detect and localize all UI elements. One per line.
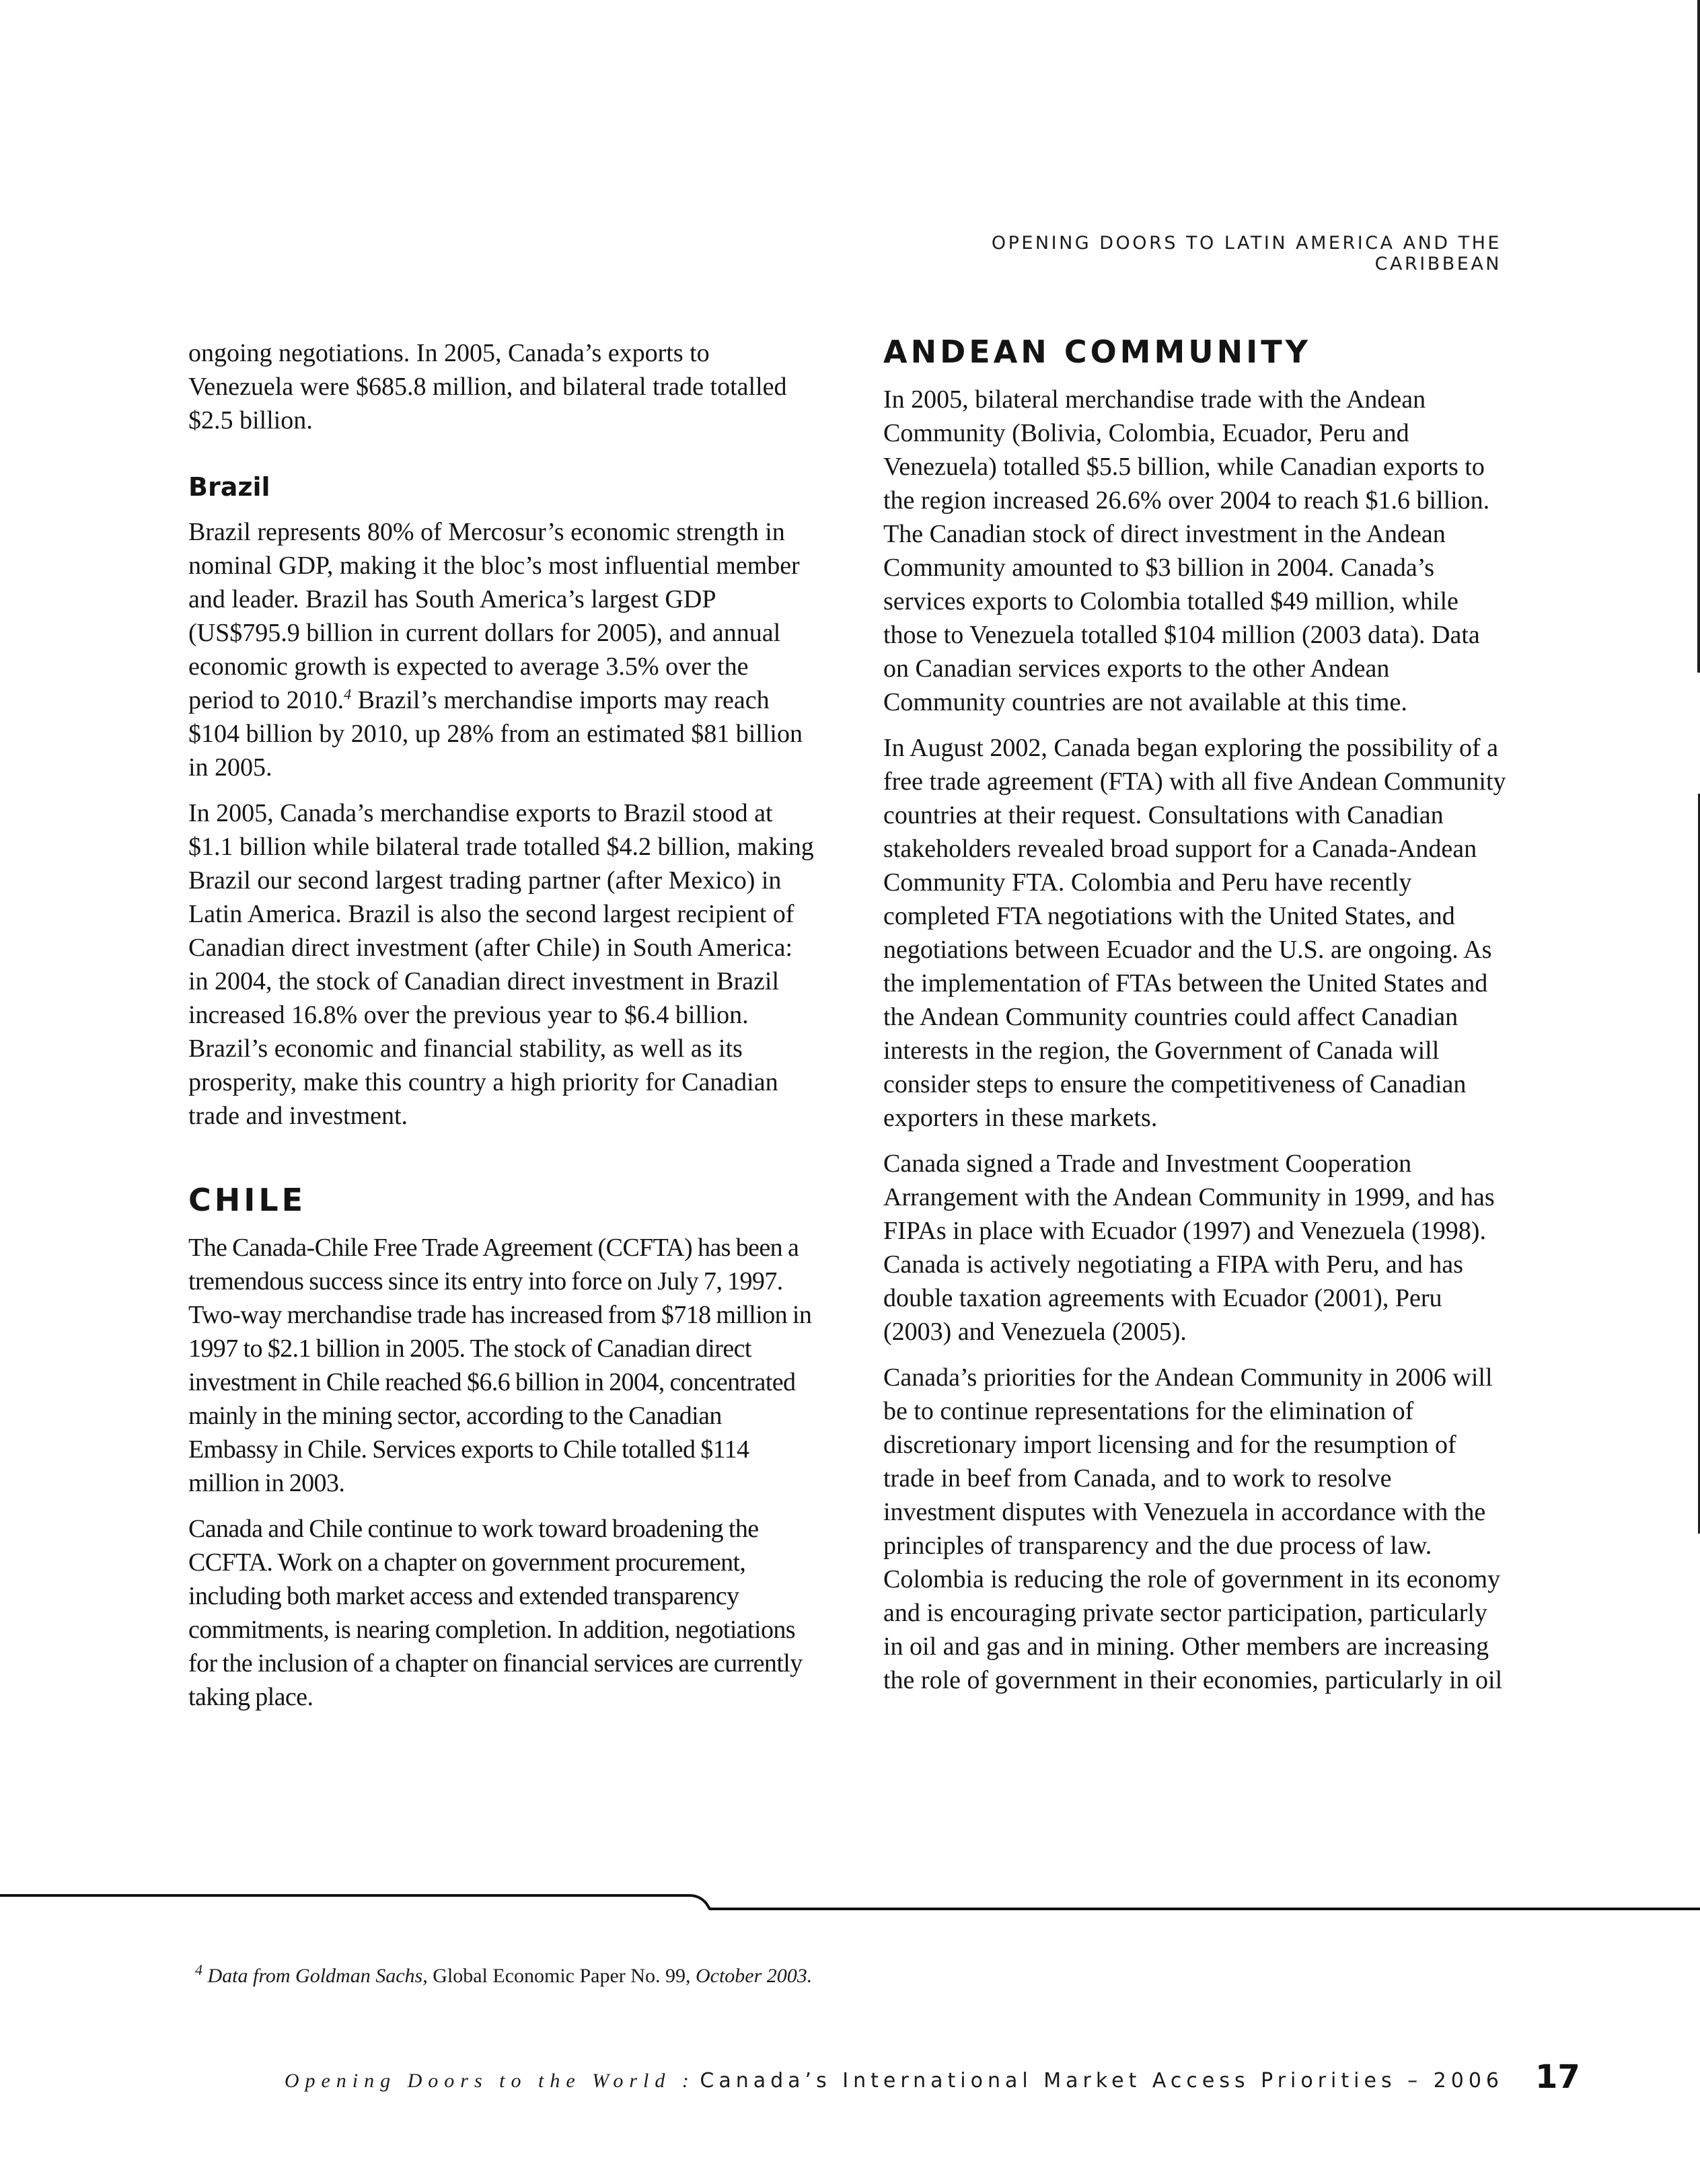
chile-heading: CHILE [188,1182,307,1218]
footnote-reference: 4 [344,685,352,703]
intro-paragraph: ongoing negotiations. In 2005, Canada’s exports to Venezuela were $685.8 million, and bilateral trade totalled $2.5 billion. [188,339,787,435]
footer-publication-title: Canada’s International Market Access Priorities – 2006 [700,2069,1504,2093]
andean-paragraph-2: In August 2002, Canada began exploring the possibility of a free trade agreement (FTA) with all five Andean Community countries at their request. Consultations with Canadian stakeholders revealed broad support for a Canada-Andean Community FTA. Colombia and Peru have recently completed FTA negotiations with the United States, and negotiations between Ecuador and the U.S. are ongoing. As the implementation of FTAs between the United States and the Andean Community countries could affect Canadian interests in the region, the Government of Canada will consider steps to ensure the competitiveness of Canadian exporters in these markets. [883,734,1506,1132]
chile-paragraph-2: Canada and Chile continue to work toward broadening the CCFTA. Work on a chapter on government procurement, including both market access and extended transparency commitments, is nearing completion. In addition, negotiations for the inclusion of a chapter on financial services are currently taking place. [188,1515,803,1711]
brazil-paragraph-1 [188,515,814,784]
chile-paragraph-1: The Canada-Chile Free Trade Agreement (CCFTA) has been a tremendous success since its entry into force on July 7, 1997. Two-way merchandise trade has increased from $718 million in 1997 to $2.1 billion in 2005. The stock of Canadian direct investment in Chile reached $6.6 billion in 2004, concentrated mainly in the mining sector, according to the Canadian Embassy in Chile. Services exports to Chile totalled $114 million in 2003. [188,1234,812,1497]
footnote-marker: 4 [195,1961,202,1978]
page-footer [272,2069,1504,2093]
brazil-paragraph-1-text: Brazil represents 80% of Mercosur’s economic strength in nominal GDP, making it the bloc’s most influential member and leader. Brazil has South America’s largest GDP (US$795.9 billion in current dollars for 2005), and annual economic growth is expected to average 3.5% over the period to 2010. [188,518,800,714]
running-header: OPENING DOORS TO LATIN AMERICA AND THE CARIBBEAN [991,233,1502,274]
footnote-paper: Global Economic Paper No. 99, [433,1965,691,1987]
brazil-paragraph-1-text-cont: Brazil’s merchandise imports may reach $104 billion by 2010, up 28% from an estimated $81 billion in 2005. [188,686,803,782]
left-column [188,336,814,1726]
andean-paragraph-4: Canada’s priorities for the Andean Community in 2006 will be to continue representations for the elimination of discretionary import licensing and for the resumption of trade in beef from Canada, and to work to resolve investment disputes with Venezuela in accordance with the principles of transparency and the due process of law. Colombia is reducing the role of government in its economy and is encouraging private sector participation, particularly in oil and gas and in mining. Other members are increasing the role of government in their economies, particularly in oil [883,1363,1503,1694]
footnote-date: October 2003. [695,1965,813,1987]
right-column [883,333,1509,1709]
brazil-heading: Brazil [188,472,270,502]
andean-paragraph-3: Canada signed a Trade and Investment Cooperation Arrangement with the Andean Community in 1999, and has FIPAs in place with Ecuador (1997) and Venezuela (1998). Canada is actively negotiating a FIPA with Peru, and has double taxation agreements with Ecuador (2001), Peru (2003) and Venezuela (2005). [883,1150,1495,1346]
footer-rule [0,1883,1700,1910]
footer-series-title: Opening Doors to the World : [284,2070,695,2092]
footnote-source: Data from Goldman Sachs, [207,1965,428,1987]
scan-edge-mark [1697,0,1700,673]
andean-community-heading: ANDEAN COMMUNITY [883,334,1311,370]
andean-paragraph-1: In 2005, bilateral merchandise trade with the Andean Community (Bolivia, Colombia, Ecuador, Peru and Venezuela) totalled $5.5 billion, while Canadian exports to the region increased 26.6% over 2004 to reach $1.6 billion. The Canadian stock of direct investment in the Andean Community amounted to $3 billion in 2004. Canada’s services exports to Colombia totalled $49 million, while those to Venezuela totalled $104 million (2003 data). Data on Canadian services exports to the other Andean Community countries are not available at this time. [883,385,1490,716]
page-number: 17 [1535,2058,1580,2096]
footnote [195,1963,1406,1990]
brazil-paragraph-2: In 2005, Canada’s merchandise exports to Brazil stood at $1.1 billion while bilateral trade totalled $4.2 billion, making Brazil our second largest trading partner (after Mexico) in Latin America. Brazil is also the second largest recipient of Canadian direct investment (after Chile) in South America: in 2004, the stock of Canadian direct investment in Brazil increased 16.8% over the previous year to $6.4 billion. Brazil’s economic and financial stability, as well as its prosperity, make this country a high priority for Canadian trade and investment. [188,799,814,1130]
